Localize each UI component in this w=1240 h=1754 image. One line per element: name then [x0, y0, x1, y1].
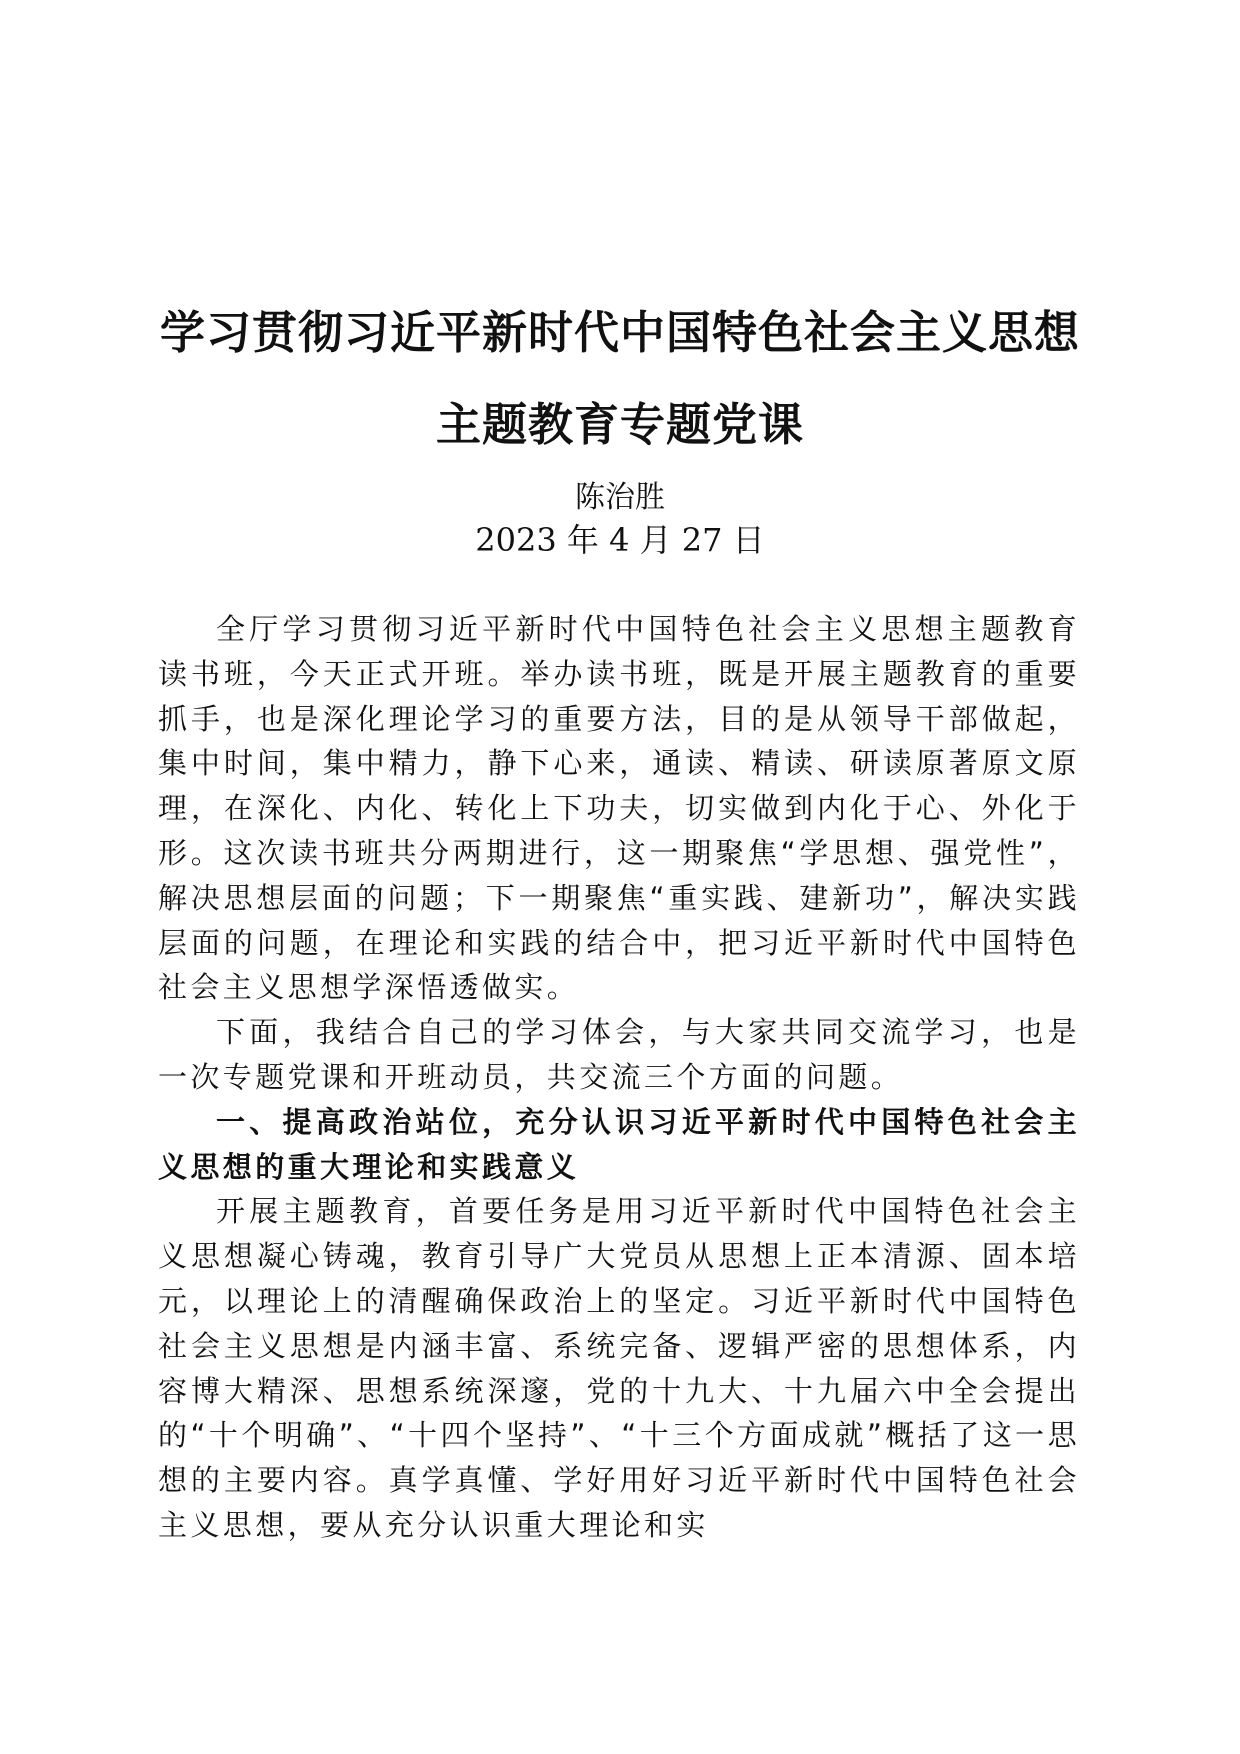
section-heading-1: 一、提高政治站位，充分认识习近平新时代中国特色社会主义思想的重大理论和实践意义 — [158, 1104, 1080, 1184]
document-date: 2023 年 4 月 27 日 — [475, 521, 765, 559]
author-name: 陈治胜 — [575, 480, 665, 515]
paragraph-2: 下面，我结合自己的学习体会，与大家共同交流学习，也是一次专题党课和开班动员，共交流三个方面的问题。 — [158, 1015, 1080, 1094]
paragraph-1: 全厅学习贯彻习近平新时代中国特色社会主义思想主题教育读书班，今天正式开班。举办读书班，既是开展主题教育的重要抓手，也是深化理论学习的重要方法，目的是从领导干部做起，集中时间，集中精力，静下心来，通读、精读、研读原著原文原理，在深化、内化、转化上下功夫，切实做到内化于心、外化于形。这次读书班共分两期进行，这一期聚焦“学思想、强党性”，解决思想层面的问题；下一期聚焦“重实践、建新功”，解决实践层面的问题，在理论和实践的结合中，把习近平新时代中国特色社会主义思想学深悟透做实。 — [158, 612, 1080, 1005]
document-body — [158, 607, 1080, 1548]
document-title-line-1: 学习贯彻习近平新时代中国特色社会主义思想 — [159, 306, 1080, 359]
document-title-line-2: 主题教育专题党课 — [435, 398, 804, 451]
paragraph-3: 开展主题教育，首要任务是用习近平新时代中国特色社会主义思想凝心铸魂，教育引导广大党员从思想上正本清源、固本培元，以理论上的清醒确保政治上的坚定。习近平新时代中国特色社会主义思想是内涵丰富、系统完备、逻辑严密的思想体系，内容博大精深、思想系统深邃，党的十九大、十九届六中全会提出的“十个明确”、“十四个坚持”、“十三个方面成就”概括了这一思想的主要内容。真学真懂、学好用好习近平新时代中国特色社会主义思想，要从充分认识重大理论和实 — [158, 1194, 1080, 1542]
